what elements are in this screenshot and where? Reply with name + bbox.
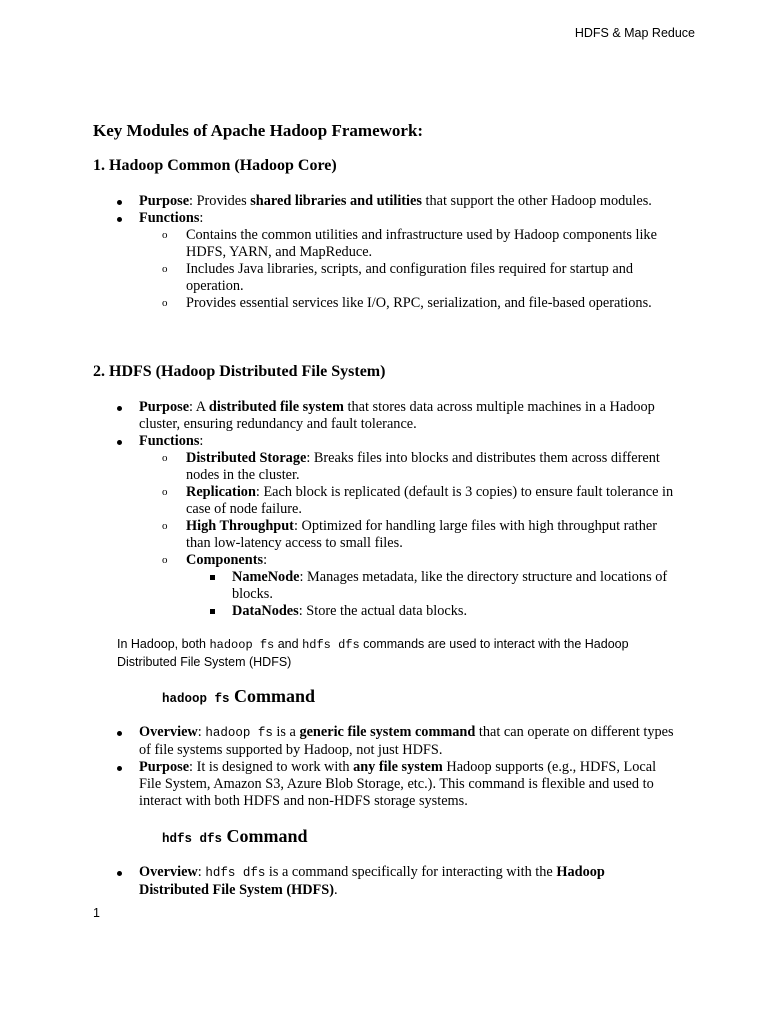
bullet-icon (117, 406, 122, 411)
list-item: o Contains the common utilities and infrastructure used by Hadoop components like HDFS, YARN, and MapReduce. (162, 227, 657, 260)
inline-code: hadoop fs (209, 638, 275, 652)
intro-paragraph: In Hadoop, both hadoop fs and hdfs dfs commands are used to interact with the Hadoop Distributed File System (HDFS) (117, 637, 629, 669)
section-2-list (0, 399, 768, 620)
bullet-icon (117, 440, 122, 445)
circle-bullet-icon: o (162, 229, 168, 241)
hdfs-dfs-heading: hdfs dfs Command (162, 826, 308, 846)
inline-code: hdfs dfs (302, 638, 360, 652)
circle-bullet-icon: o (162, 520, 168, 532)
list-item: o Replication: Each block is replicated (default is 3 copies) to ensure fault tolerance in case of node failure. (162, 484, 674, 517)
bullet-icon (117, 217, 122, 222)
page-header: HDFS & Map Reduce (574, 26, 695, 40)
list-item: Overview: hadoop fs is a generic file system command that can operate on different types of file systems supported by Hadoop, not just HDFS. (0, 724, 674, 759)
bullet-icon (117, 871, 122, 876)
hadoop-fs-heading: hadoop fs Command (162, 686, 316, 706)
circle-bullet-icon: o (162, 554, 168, 566)
list-item: Purpose: It is designed to work with any file system Hadoop supports (e.g., HDFS, Local File System, Amazon S3, Azure Blob Storage, etc.). This command is flexible and used to interact with both HDFS and non-HDFS storage systems. (0, 759, 674, 810)
circle-bullet-icon: o (162, 263, 168, 275)
list-item: Purpose: A distributed file system that stores data across multiple machines in a Hadoop cluster, ensuring redundancy and fault tolerance. (0, 399, 674, 433)
page-title: Key Modules of Apache Hadoop Framework: (93, 121, 424, 140)
bullet-icon (117, 766, 122, 771)
inline-code: hdfs dfs (205, 866, 266, 880)
square-bullet-icon (210, 575, 215, 580)
square-bullet-icon (210, 609, 215, 614)
list-item: DataNodes: Store the actual data blocks. (0, 603, 674, 620)
list-item: Overview: hdfs dfs is a command specifically for interacting with the Hadoop Distributed File System (HDFS). (0, 864, 674, 899)
hdfs-dfs-list (0, 864, 768, 899)
list-item: Purpose: Provides shared libraries and utilities that support the other Hadoop modules. (0, 193, 674, 210)
list-item: Functions: (0, 210, 674, 227)
bullet-icon (117, 200, 122, 205)
circle-bullet-icon: o (162, 297, 168, 309)
circle-bullet-icon: o (162, 452, 168, 464)
list-item: o Includes Java libraries, scripts, and configuration files required for startup and operation. (162, 261, 634, 294)
list-item: Functions: (0, 433, 674, 450)
bullet-icon (117, 731, 122, 736)
list-item: o Provides essential services like I/O, RPC, serialization, and file-based operations. (162, 295, 652, 311)
page-number: 1 (93, 906, 100, 920)
circle-bullet-icon: o (162, 486, 168, 498)
list-item: o Components: (162, 552, 268, 568)
section-2-heading: 2. HDFS (Hadoop Distributed File System) (93, 363, 386, 380)
list-item: NameNode: Manages metadata, like the directory structure and locations of blocks. (0, 569, 674, 603)
section-1-heading: 1. Hadoop Common (Hadoop Core) (93, 157, 337, 174)
inline-code: hadoop fs (205, 726, 273, 740)
list-item: o Distributed Storage: Breaks files into blocks and distributes them across different nodes in the cluster. (162, 450, 660, 483)
hadoop-fs-list (0, 724, 768, 810)
list-item: o High Throughput: Optimized for handling large files with high throughput rather than low-latency access to small files. (162, 518, 657, 551)
section-1-list (0, 193, 768, 312)
